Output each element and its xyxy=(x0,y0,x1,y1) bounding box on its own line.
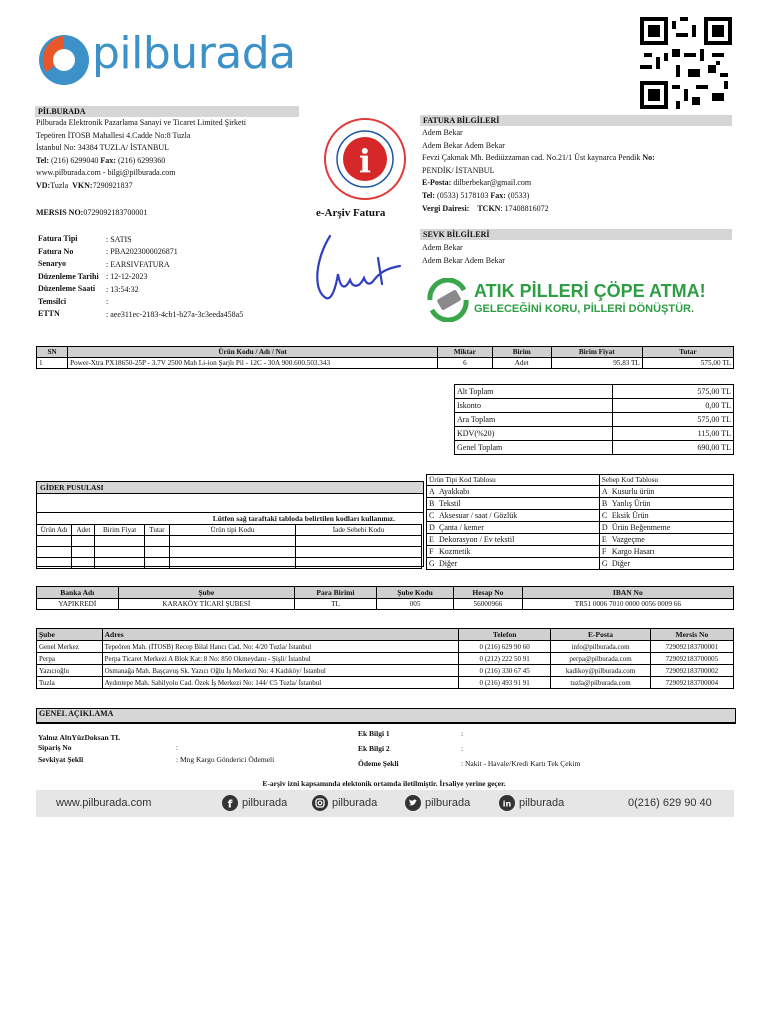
shipping-name: Adem Bekar xyxy=(422,243,463,252)
code-cell: E xyxy=(599,534,610,546)
meta-row xyxy=(38,271,243,284)
meta-row xyxy=(38,283,243,296)
instagram-handle[interactable]: pilburada xyxy=(332,797,378,809)
table-row xyxy=(37,665,734,677)
gib-seal-icon xyxy=(323,117,407,203)
items-column-header: Tutar xyxy=(642,347,733,358)
gider-pusulasi xyxy=(36,481,424,567)
seller-web: www.pilburada.com - bilgi@pilburada.com xyxy=(36,168,176,178)
gider-header: GİDER PUSULASI xyxy=(37,482,423,494)
gider-column-header: Ürün Adı xyxy=(37,525,72,536)
billing-city: PENDİK/ İSTANBUL xyxy=(422,165,495,175)
table-row xyxy=(37,653,734,665)
code-cell: Aksesuar / saat / Gözlük xyxy=(437,510,599,522)
gider-column-header: Tutar xyxy=(144,525,169,536)
twitter-handle[interactable]: pilburada xyxy=(425,797,471,809)
general-row xyxy=(358,726,580,741)
code-cell: D xyxy=(427,522,438,534)
meta-label: Fatura Tipi xyxy=(38,234,78,244)
linkedin-handle[interactable]: pilburada xyxy=(519,797,565,809)
code-cell: F xyxy=(599,546,610,558)
branch-table xyxy=(36,628,734,689)
code-cell: B xyxy=(427,498,438,510)
general-label: Sipariş No xyxy=(38,742,72,752)
shipping-block xyxy=(422,242,505,267)
table-row xyxy=(37,641,734,653)
signature-icon xyxy=(308,228,408,308)
meta-value: : xyxy=(106,297,109,307)
linkedin-icon[interactable] xyxy=(499,795,515,813)
meta-row xyxy=(38,258,243,271)
empty-cell[interactable] xyxy=(95,536,144,547)
code-row xyxy=(427,522,734,534)
empty-cell[interactable] xyxy=(295,558,421,569)
code-cell: Dekorasyon / Ev tekstil xyxy=(437,534,599,546)
empty-cell[interactable] xyxy=(37,558,72,569)
items-column-header: SN xyxy=(37,347,68,358)
general-header-bar xyxy=(36,708,736,724)
code-cell: Tekstil xyxy=(437,498,599,510)
table-cell: 1 xyxy=(37,358,68,369)
general-value: : Mng Kargo Gönderici Ödemeli xyxy=(176,755,275,765)
general-right xyxy=(358,726,580,771)
table-row xyxy=(37,677,734,689)
bank-column-header: Şube xyxy=(118,587,294,599)
table-cell: Adet xyxy=(492,358,551,369)
billing-fullname: Adem Bekar Adem Bekar xyxy=(422,140,505,150)
code-row xyxy=(427,498,734,510)
billing-address: Fevzi Çakmak Mh. Bediüzzaman cad. No.21/1 Üst kaynarca Pendik No: xyxy=(422,153,655,163)
empty-cell[interactable] xyxy=(72,558,95,569)
code-cell: Ürün Beğenmeme xyxy=(610,522,734,534)
meta-row xyxy=(38,246,243,259)
code-cell: D xyxy=(599,522,610,534)
code-cell: Kusurlu ürün xyxy=(610,486,734,498)
empty-cell[interactable] xyxy=(170,536,296,547)
items-column-header: Birim xyxy=(492,347,551,358)
general-row xyxy=(358,756,580,771)
table-cell: 729092183700004 xyxy=(650,677,733,689)
table-row xyxy=(37,358,734,369)
code-cell: Kargo Hasarı xyxy=(610,546,734,558)
table-cell: info@pilburada.com xyxy=(551,641,650,653)
eco-banner xyxy=(424,278,736,322)
totals-row xyxy=(455,427,734,441)
table-cell: Tepeören Mah. (İTOSB) Recep Bilal Hancı Cad. No: 4/20 Tuzla/ İstanbul xyxy=(102,641,458,653)
code-cell: Çanta / kemer xyxy=(437,522,599,534)
code-row xyxy=(427,534,734,546)
table-cell: 95,83 TL xyxy=(551,358,642,369)
bank-column-header: IBAN No xyxy=(522,587,733,599)
empty-cell[interactable] xyxy=(295,536,421,547)
code-cell: B xyxy=(599,498,610,510)
bank-column-header: Banka Adı xyxy=(37,587,119,599)
totals-table xyxy=(454,384,734,455)
totals-label: Ara Toplam xyxy=(455,413,613,427)
billing-name: Adem Bekar xyxy=(422,128,463,137)
general-value: : xyxy=(176,742,179,752)
totals-label: KDV(%20) xyxy=(455,427,613,441)
general-label: Sevkiyat Şekli xyxy=(38,755,84,765)
eco-banner-title: ATIK PİLLERİ ÇÖPE ATMA! xyxy=(474,281,706,301)
facebook-icon[interactable] xyxy=(222,795,238,813)
billing-block xyxy=(422,127,655,215)
table-cell: 0 (216) 629 90 60 xyxy=(458,641,551,653)
meta-label: Fatura No xyxy=(38,246,74,256)
seller-header: PİLBURADA xyxy=(35,106,299,117)
empty-cell[interactable] xyxy=(170,547,296,558)
svg-text:in: in xyxy=(502,799,512,809)
code-row xyxy=(427,558,734,570)
meta-value: : SATIS xyxy=(106,234,132,244)
billing-header: FATURA BİLGİLERİ xyxy=(420,115,732,126)
gider-column-header: Adet xyxy=(72,525,95,536)
meta-label: Düzenleme Tarihi xyxy=(38,271,99,281)
footer-bar xyxy=(36,790,734,817)
meta-value: : aee311ec-2183-4cb1-b27a-3c3eeda458a5 xyxy=(106,309,244,319)
table-cell: Genel Merkez xyxy=(37,641,103,653)
totals-row xyxy=(455,413,734,427)
empty-cell[interactable] xyxy=(37,536,72,547)
totals-value: 115,00 TL xyxy=(612,427,733,441)
table-cell: tuzla@pilburada.com xyxy=(551,677,650,689)
empty-cell[interactable] xyxy=(144,558,169,569)
bank-table xyxy=(36,586,734,610)
meta-value: : PBA2023000026871 xyxy=(106,247,178,257)
gider-column-header: İade Sebebi Kodu xyxy=(295,525,421,536)
table-cell: Yazıcıoğlu xyxy=(37,665,103,677)
code-cell: Eksik Ürün xyxy=(610,510,734,522)
gider-note: Lütfen sağ taraftaki tabloda belirtilen kodları kullanınız. xyxy=(212,514,395,523)
items-column-header: Miktar xyxy=(438,347,493,358)
code-cell: A xyxy=(599,486,610,498)
branch-column-header: Adres xyxy=(102,629,458,641)
general-row xyxy=(38,741,274,754)
code-row xyxy=(427,510,734,522)
code-cell: Vazgeçme xyxy=(610,534,734,546)
reason-header: Sebep Kod Tablosu xyxy=(599,475,733,486)
branch-column-header: Şube xyxy=(37,629,103,641)
amount-in-words: Yalnız AltıYüzDoksan TL xyxy=(38,733,121,742)
code-cell: Ayakkabı xyxy=(437,486,599,498)
table-cell: TL xyxy=(295,599,377,610)
meta-value: : 12-12-2023 xyxy=(106,272,148,282)
code-cell: G xyxy=(599,558,610,570)
code-row xyxy=(427,486,734,498)
meta-row xyxy=(38,233,243,246)
table-cell: Tuzla xyxy=(37,677,103,689)
totals-row xyxy=(455,385,734,399)
items-column-header: Ürün Kodu / Adı / Not xyxy=(68,347,438,358)
table-cell: 729092183700002 xyxy=(650,665,733,677)
facebook-handle[interactable]: pilburada xyxy=(242,797,288,809)
product-type-header: Ürün Tipi Kod Tablosu xyxy=(427,475,600,486)
table-cell: Perpa Ticaret Merkezi A Blok Kat: 8 No: 850 Okmeydanı - Şişli/ İstanbul xyxy=(102,653,458,665)
table-cell: perpa@pilburada.com xyxy=(551,653,650,665)
brand-logo xyxy=(36,32,92,90)
code-cell: G xyxy=(427,558,438,570)
meta-label: ETTN xyxy=(38,309,60,319)
empty-cell[interactable] xyxy=(295,547,421,558)
meta-value: : 13:54:32 xyxy=(106,284,139,294)
items-column-header: Birim Fiyat xyxy=(551,347,642,358)
table-cell: YAPIKREDİ xyxy=(37,599,119,610)
disclaimer: E-arşiv izni kapsamında elektonik ortamda iletilmiştir. İrsaliye yerine geçer. xyxy=(262,779,506,788)
table-cell: TR51 0006 7010 0000 0056 0009 66 xyxy=(522,599,733,610)
totals-label: Genel Toplam xyxy=(455,441,613,455)
shipping-header: SEVK BİLGİLERİ xyxy=(420,229,732,240)
logo-mark-icon xyxy=(36,32,92,88)
totals-label: Iskonto xyxy=(455,399,613,413)
general-header: GENEL AÇIKLAMA xyxy=(39,709,114,718)
totals-value: 690,00 TL xyxy=(612,441,733,455)
branch-column-header: Mersis No xyxy=(650,629,733,641)
code-cell: Kozmetik xyxy=(437,546,599,558)
totals-value: 575,00 TL xyxy=(612,413,733,427)
empty-cell[interactable] xyxy=(144,547,169,558)
code-row xyxy=(427,546,734,558)
meta-row xyxy=(38,308,243,321)
table-cell: KARAKÖY TİCARİ ŞUBESİ xyxy=(118,599,294,610)
eco-banner-subtitle: GELECEĞİNİ KORU, PİLLERİ DÖNÜŞTÜR. xyxy=(474,303,695,315)
table-cell: Osmanağa Mah. Başçavuş Sk. Yazıcı Oğlu İş Merkezi No: 4 Kadıköy/ İstanbul xyxy=(102,665,458,677)
bank-column-header: Hesap No xyxy=(454,587,522,599)
seller-phone: Tel: (216) 6299040 Fax: (216) 6299360 xyxy=(36,155,166,165)
totals-value: 0,00 TL xyxy=(612,399,733,413)
empty-cell[interactable] xyxy=(95,547,144,558)
seller-block xyxy=(36,117,246,193)
table-cell: Perpa xyxy=(37,653,103,665)
table-cell: 0 (212) 222 50 91 xyxy=(458,653,551,665)
meta-label: Senaryo xyxy=(38,259,66,269)
billing-phone: Tel: (0533) 5178103 Fax: (0533) xyxy=(422,190,530,200)
general-label: Ödeme Şekli xyxy=(358,759,399,768)
seller-tax: VD:Tuzla VKN:7290921837 xyxy=(36,180,133,190)
table-row xyxy=(37,599,734,610)
general-row xyxy=(38,754,274,767)
brand-name: pilburada xyxy=(92,28,296,79)
gider-column-header: Birim Fiyat xyxy=(95,525,144,536)
meta-label: Temsilci xyxy=(38,296,67,306)
shipping-fullname: Adem Bekar Adem Bekar xyxy=(422,255,505,265)
code-cell: F xyxy=(427,546,438,558)
seller-address-1: Tepeören İTOSB Mahallesi 4.Cadde No:8 Tuzla xyxy=(36,130,191,140)
meta-label: Düzenleme Saati xyxy=(38,284,96,294)
totals-row xyxy=(455,441,734,455)
general-value: : xyxy=(461,729,464,738)
general-value: : Nakit - Havale/Kredi Kartı Tek Çekim xyxy=(461,759,581,768)
table-cell: 575,00 TL xyxy=(642,358,733,369)
table-cell: Power-Xtra PX18650-25P - 3.7V 2500 Mah Li-ion Şarjlı Pil - 12C - 30A 900.600.503.343 xyxy=(68,358,438,369)
table-row xyxy=(37,558,422,569)
table-cell: 005 xyxy=(376,599,453,610)
seller-address-2: İstanbul No: 34384 TUZLA/ İSTANBUL xyxy=(36,143,169,153)
totals-row xyxy=(455,399,734,413)
general-label: Ek Bilgi 1 xyxy=(358,729,390,738)
general-label: Ek Bilgi 2 xyxy=(358,744,390,753)
twitter-icon[interactable] xyxy=(405,795,421,813)
totals-label: Alt Toplam xyxy=(455,385,613,399)
code-cell: Diğer xyxy=(437,558,599,570)
table-cell: 56000966 xyxy=(454,599,522,610)
footer-website[interactable]: www.pilburada.com xyxy=(56,797,152,809)
general-left xyxy=(38,741,274,766)
meta-value: : EARSIVFATURA xyxy=(106,259,170,269)
recycle-battery-icon xyxy=(424,278,472,322)
table-cell: Aydıntepe Mah. Sahilyolu Cad. Özek İş Merkezi No: 144/ C5 Tuzla/ İstanbul xyxy=(102,677,458,689)
code-cell: Yanlış Ürün xyxy=(610,498,734,510)
gider-table xyxy=(36,524,422,569)
svg-text:f: f xyxy=(227,797,233,811)
invoice-meta xyxy=(38,233,243,321)
gider-column-header: Ürün tipi Kodu xyxy=(170,525,296,536)
code-cell: E xyxy=(427,534,438,546)
empty-cell[interactable] xyxy=(37,547,72,558)
code-cell: C xyxy=(599,510,610,522)
table-cell: 0 (216) 493 91 91 xyxy=(458,677,551,689)
table-cell: 729092183700005 xyxy=(650,653,733,665)
code-cell: Diğer xyxy=(610,558,734,570)
bank-column-header: Para Birimi xyxy=(295,587,377,599)
bank-column-header: Şube Kodu xyxy=(376,587,453,599)
document-title: e-Arşiv Fatura xyxy=(316,207,386,219)
general-value: : xyxy=(461,744,464,753)
table-cell: kadikoy@pilburada.com xyxy=(551,665,650,677)
code-table xyxy=(426,474,734,570)
billing-tax: Vergi Dairesi: TCKN: 17408816072 xyxy=(422,203,549,213)
empty-cell[interactable] xyxy=(170,558,296,569)
empty-cell[interactable] xyxy=(144,536,169,547)
qr-code xyxy=(640,17,732,109)
table-cell: 6 xyxy=(438,358,493,369)
table-cell: 0 (216) 330 67 45 xyxy=(458,665,551,677)
items-table xyxy=(36,346,734,369)
code-cell: A xyxy=(427,486,438,498)
branch-column-header: E-Posta xyxy=(551,629,650,641)
billing-email: E-Posta: dilberbekar@gmail.com xyxy=(422,178,532,188)
table-cell: 729092183700001 xyxy=(650,641,733,653)
empty-cell[interactable] xyxy=(95,558,144,569)
seller-mersis: MERSIS NO:0729092183700001 xyxy=(36,208,148,217)
branch-column-header: Telefon xyxy=(458,629,551,641)
totals-value: 575,00 TL xyxy=(612,385,733,399)
table-row xyxy=(37,536,422,547)
instagram-icon[interactable] xyxy=(312,795,328,813)
general-row xyxy=(358,741,580,756)
code-cell: C xyxy=(427,510,438,522)
empty-cell[interactable] xyxy=(72,547,95,558)
svg-text:i: i xyxy=(358,142,372,180)
seller-company: Pilburada Elektronik Pazarlama Sanayi ve Ticaret Limited Şirketi xyxy=(36,118,246,127)
empty-cell[interactable] xyxy=(72,536,95,547)
table-row xyxy=(37,547,422,558)
meta-row xyxy=(38,296,243,309)
footer-phone[interactable]: 0(216) 629 90 40 xyxy=(628,797,712,809)
